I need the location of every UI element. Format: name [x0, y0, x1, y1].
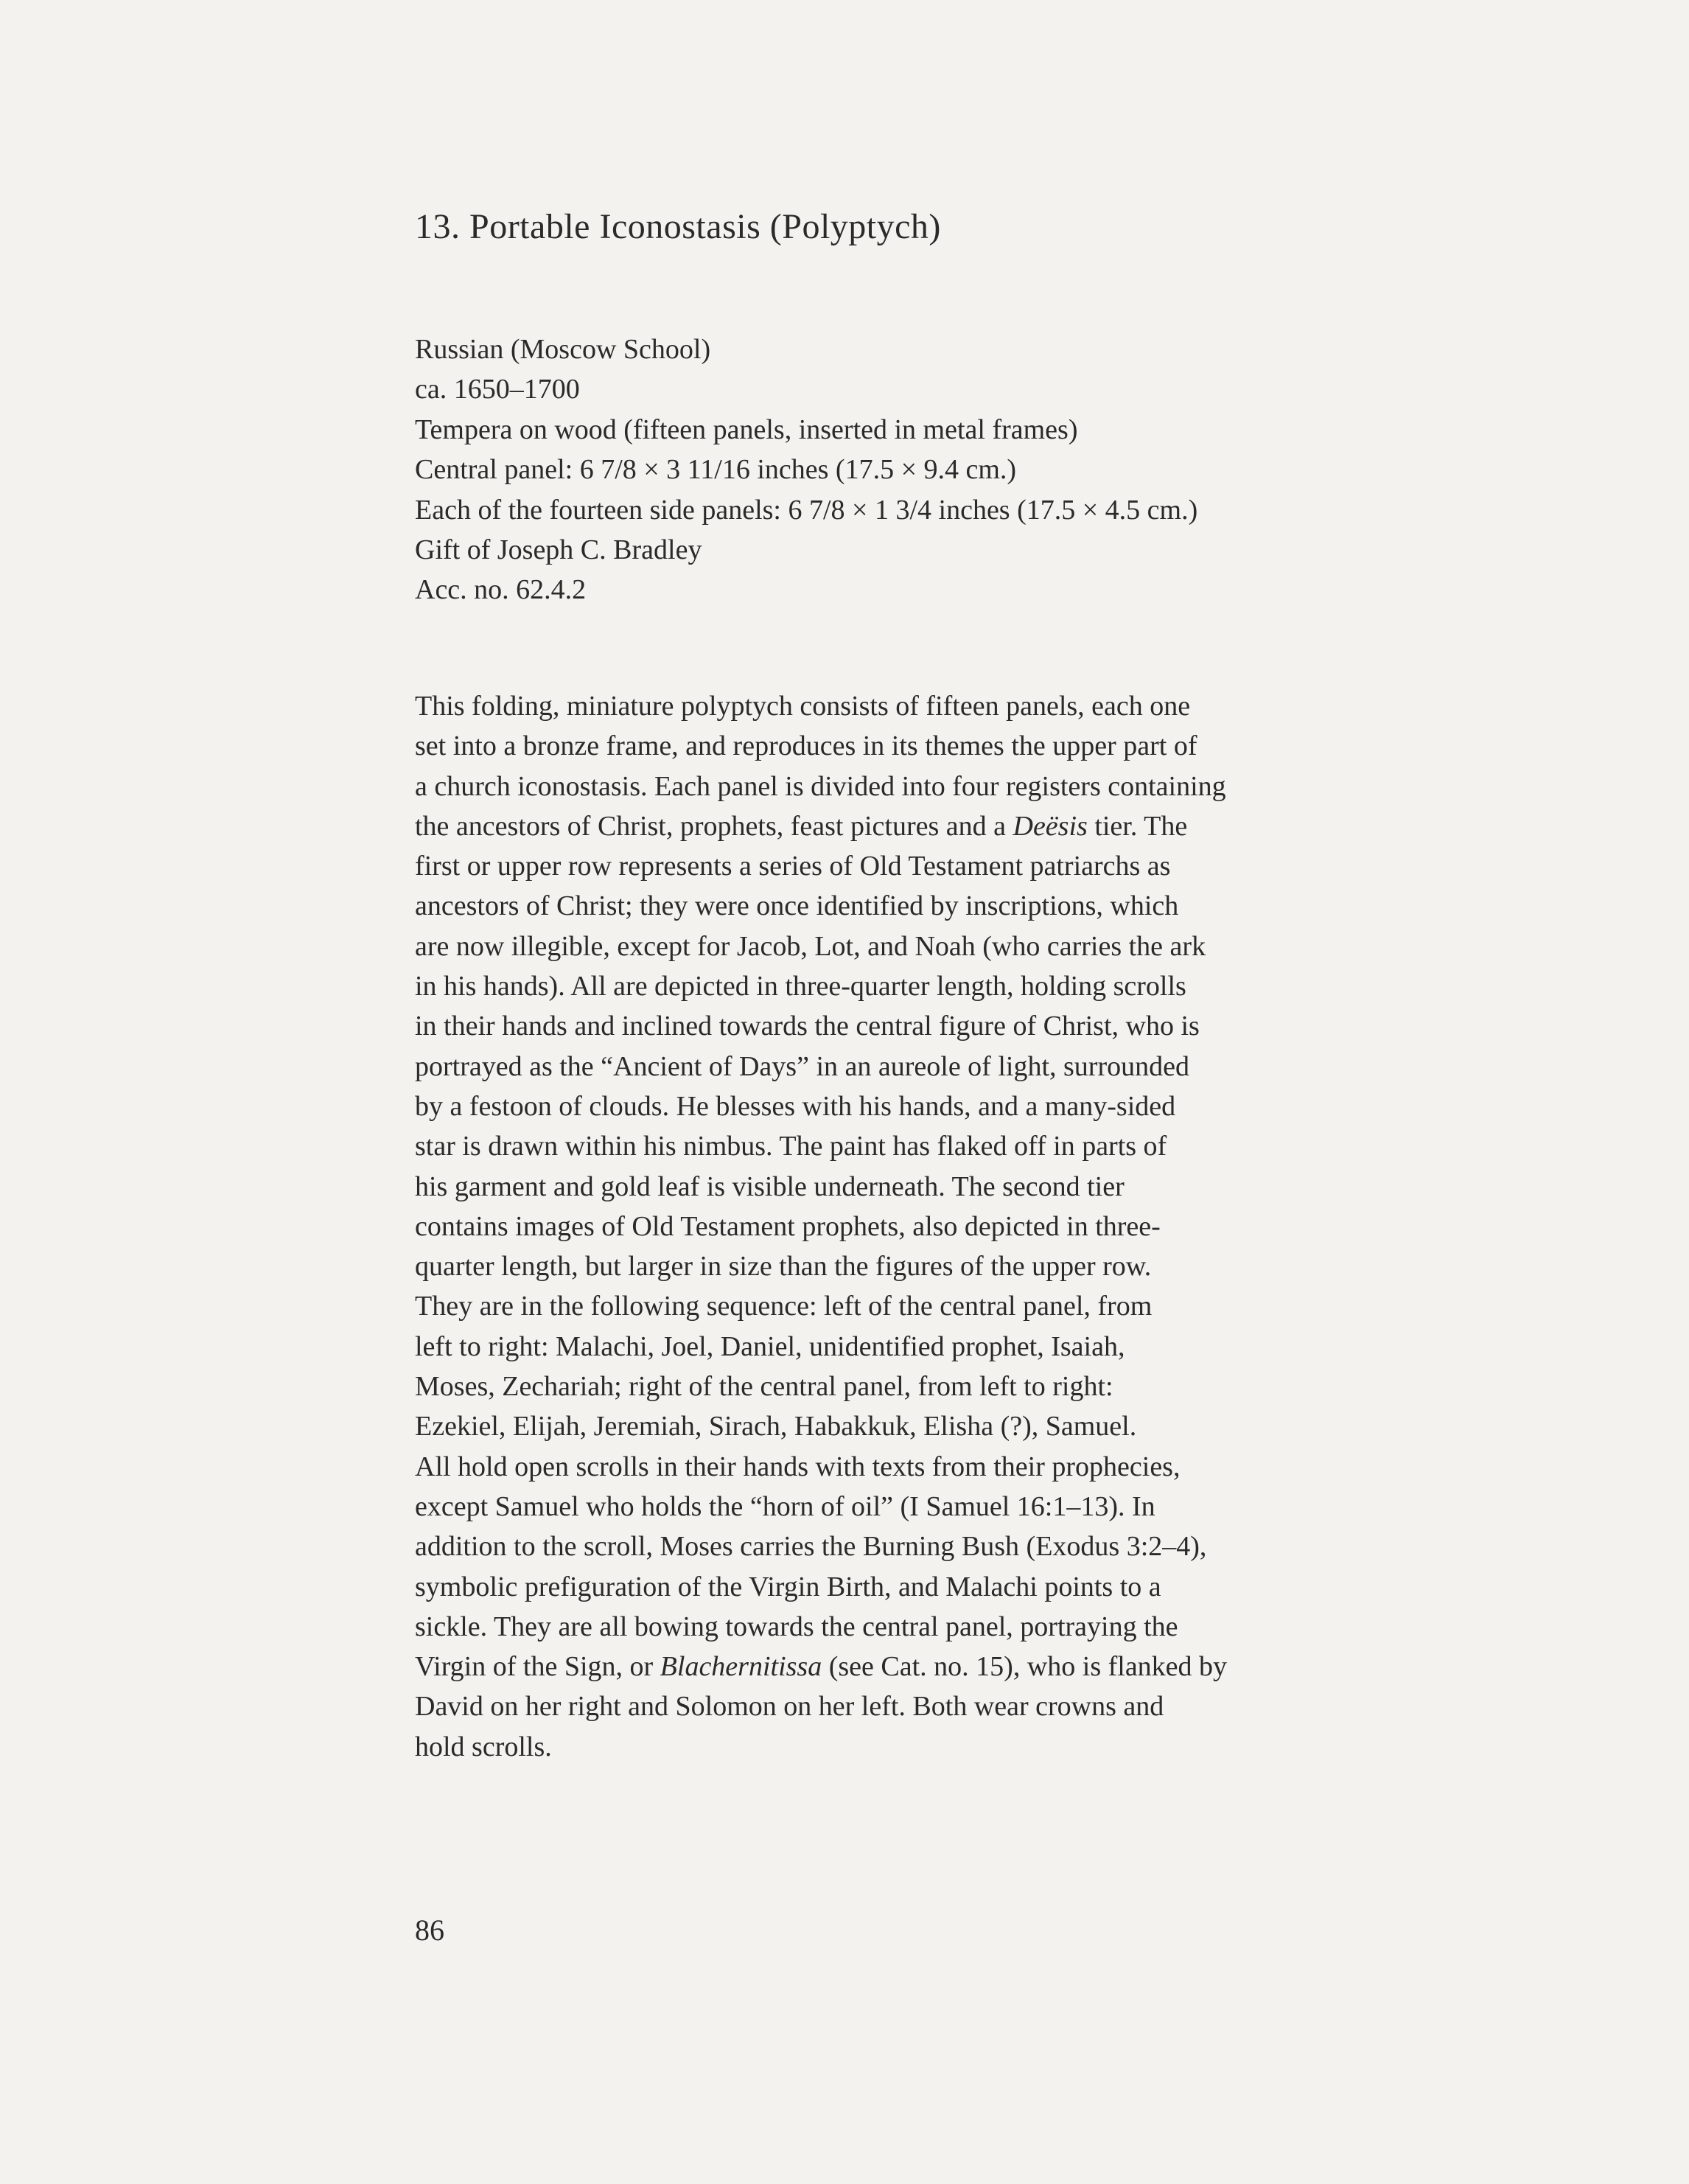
body-line: David on her right and Solomon on her left. Both wear crowns and [415, 1691, 1164, 1723]
body-line-text: the ancestors of Christ, prophets, feast pictures and a [415, 810, 1013, 842]
body-line: except Samuel who holds the “horn of oil” (I Samuel 16:1–13). In [415, 1490, 1155, 1522]
metadata-accession: Acc. no. 62.4.2 [415, 574, 587, 606]
metadata-side-dimensions: Each of the fourteen side panels: 6 7/8 × 1 3/4 inches (17.5 × 4.5 cm.) [415, 494, 1198, 526]
body-line: hold scrolls. [415, 1731, 552, 1762]
body-line: set into a bronze frame, and reproduces in its themes the upper part of [415, 730, 1197, 762]
body-line-text: tier. The [1087, 810, 1188, 842]
body-line: This folding, miniature polyptych consists of fifteen panels, each one [415, 691, 1191, 722]
blachernitissa-term: Blachernitissa [660, 1651, 822, 1683]
body-line: first or upper row represents a series of Old Testament patriarchs as [415, 851, 1171, 882]
metadata-origin: Russian (Moscow School) [415, 334, 711, 365]
body-line: They are in the following sequence: left of the central panel, from [415, 1291, 1153, 1322]
body-line: All hold open scrolls in their hands with texts from their prophecies, [415, 1451, 1181, 1482]
body-line: in his hands). All are depicted in three-quarter length, holding scrolls [415, 971, 1186, 1002]
body-line: symbolic prefiguration of the Virgin Birth, and Malachi points to a [415, 1571, 1161, 1602]
entry-metadata [415, 329, 1520, 610]
body-line: Moses, Zechariah; right of the central panel, from left to right: [415, 1371, 1113, 1403]
body-line: contains images of Old Testament prophets, also depicted in three- [415, 1210, 1161, 1242]
body-line: his garment and gold leaf is visible underneath. The second tier [415, 1171, 1125, 1202]
body-line: quarter length, but larger in size than the figures of the upper row. [415, 1251, 1152, 1283]
metadata-medium: Tempera on wood (fifteen panels, inserted in metal frames) [415, 414, 1078, 445]
body-line-text: Virgin of the Sign, or [415, 1651, 660, 1683]
body-line: portrayed as the “Ancient of Days” in an aureole of light, surrounded [415, 1050, 1189, 1082]
body-line: a church iconostasis. Each panel is divided into four registers containing [415, 770, 1226, 802]
metadata-date: ca. 1650–1700 [415, 374, 580, 405]
body-line-text: (see Cat. no. 15), who is flanked by [822, 1651, 1228, 1683]
body-line: in their hands and inclined towards the central figure of Christ, who is [415, 1011, 1200, 1042]
body-line: addition to the scroll, Moses carries the Burning Bush (Exodus 3:2–4), [415, 1531, 1207, 1563]
deesis-term: Deësis [1013, 810, 1088, 842]
metadata-credit: Gift of Joseph C. Bradley [415, 534, 702, 566]
body-line: left to right: Malachi, Joel, Daniel, unidentified prophet, Isaiah, [415, 1330, 1125, 1362]
body-line: by a festoon of clouds. He blesses with his hands, and a many-sided [415, 1090, 1176, 1122]
body-line [415, 1647, 1520, 1686]
entry-description [415, 686, 1520, 1767]
body-line: sickle. They are all bowing towards the central panel, portraying the [415, 1611, 1178, 1642]
body-line: Ezekiel, Elijah, Jeremiah, Sirach, Habakkuk, Elisha (?), Samuel. [415, 1411, 1137, 1442]
metadata-central-dimensions: Central panel: 6 7/8 × 3 11/16 inches (17.5 × 9.4 cm.) [415, 454, 1017, 486]
page-number: 86 [415, 1913, 444, 1947]
body-line: star is drawn within his nimbus. The paint has flaked off in parts of [415, 1131, 1167, 1162]
body-line [415, 806, 1520, 846]
body-line: ancestors of Christ; they were once identified by inscriptions, which [415, 890, 1179, 922]
body-line: are now illegible, except for Jacob, Lot, and Noah (who carries the ark [415, 930, 1206, 962]
entry-title: 13. Portable Iconostasis (Polyptych) [415, 207, 941, 246]
